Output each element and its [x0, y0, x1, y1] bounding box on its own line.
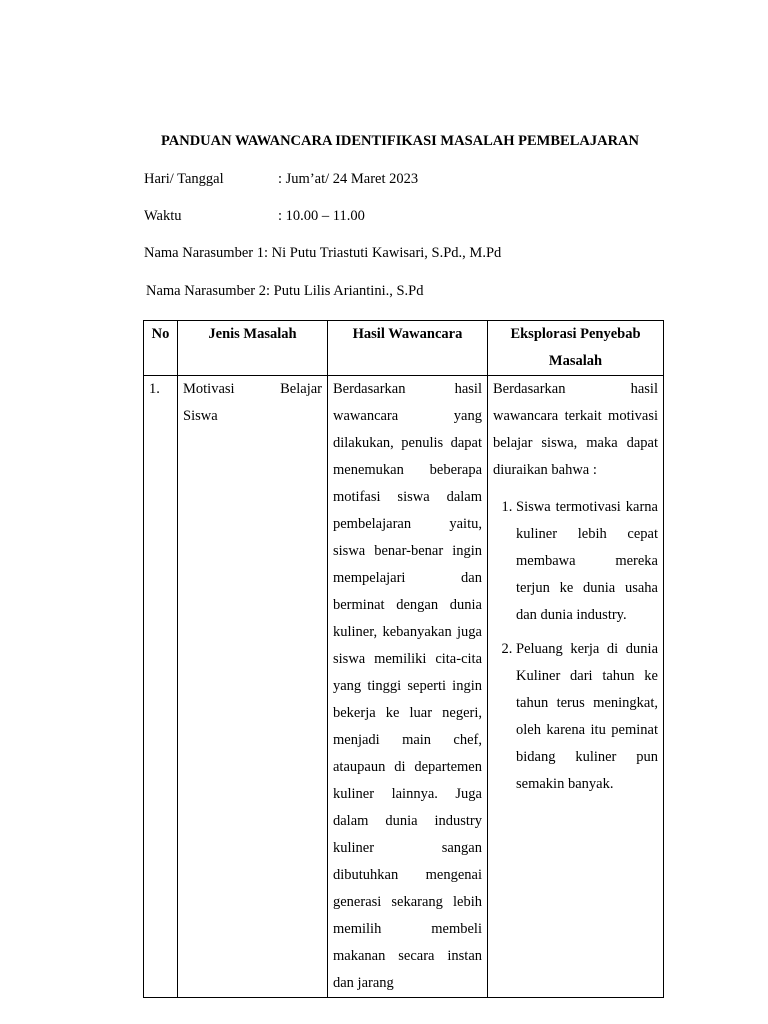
table-header-row — [144, 321, 664, 376]
meta-date — [144, 171, 418, 188]
cell-no: 1. — [144, 376, 178, 998]
jenis-line-2: Siswa — [183, 408, 218, 424]
meta-narasumber-1-value: : Ni Putu Triastuti Kawisari, S.Pd., M.Pd — [263, 245, 502, 261]
eksplorasi-intro: Berdasarkan hasil wawancara terkait motivasi belajar siswa, maka dapat diuraikan bahwa : — [493, 381, 658, 478]
meta-time — [144, 208, 365, 225]
header-hasil-wawancara: Hasil Wawancara — [328, 321, 488, 376]
cell-eksplorasi — [488, 376, 664, 998]
meta-date-label: Hari/ Tanggal — [144, 171, 224, 187]
eksplorasi-list — [493, 494, 658, 798]
cell-hasil-wawancara: Berdasarkan hasil wawancara yang dilakukan, penulis dapat menemukan beberapa motifasi siswa dalam pembelajaran yaitu, siswa benar-benar ingin mempelajari dan berminat dengan dunia kuliner, kebanyakan juga siswa memiliki cita-cita yang tinggi seperti ingin bekerja ke luar negeri, menjadi main chef, ataupaun di departemen kuliner lainnya. Juga dalam dunia industry kuliner sangan dibutuhkan mengenai generasi sekarang lebih memilih membeli makanan secara instan dan jarang — [328, 376, 488, 998]
header-no: No — [144, 321, 178, 376]
header-eksplorasi: Eksplorasi Penyebab Masalah — [488, 321, 664, 376]
list-item: 1. Siswa termotivasi karna kuliner lebih cepat membawa mereka terjun ke dunia usaha dan dunia industry. — [516, 494, 658, 629]
meta-narasumber-1-label: Nama Narasumber 1 — [144, 245, 264, 261]
document-title: PANDUAN WAWANCARA IDENTIFIKASI MASALAH PEMBELAJARAN — [160, 133, 639, 149]
meta-narasumber-2-value: : Putu Lilis Ariantini., S.Pd — [265, 283, 424, 299]
table-row — [144, 376, 664, 998]
cell-jenis-masalah — [178, 376, 328, 998]
meta-time-value: : 10.00 – 11.00 — [278, 208, 365, 224]
meta-narasumber-1 — [144, 245, 501, 262]
interview-table — [143, 320, 664, 998]
meta-date-value: : Jum’at/ 24 Maret 2023 — [278, 171, 419, 187]
header-jenis-masalah: Jenis Masalah — [178, 321, 328, 376]
meta-time-label: Waktu — [144, 208, 182, 224]
list-item: 2. Peluang kerja di dunia Kuliner dari tahun ke tahun terus meningkat, oleh karena itu peminat bidang kuliner pun semakin banyak. — [516, 636, 658, 798]
meta-narasumber-2 — [146, 283, 424, 300]
meta-narasumber-2-label: Nama Narasumber 2 — [146, 283, 266, 299]
jenis-line-1: Motivasi Belajar — [183, 381, 322, 397]
